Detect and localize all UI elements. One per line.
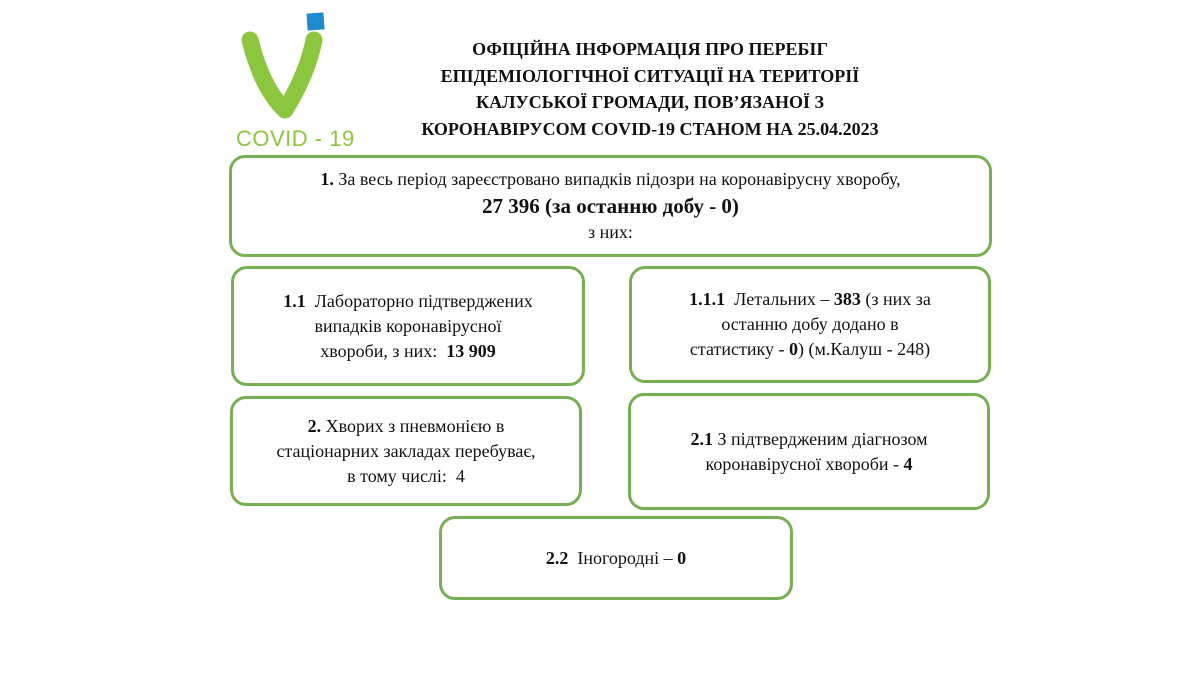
card-lab-confirmed	[231, 266, 585, 386]
card-1-1-1-text-b: (з них за	[860, 289, 931, 309]
virus-v-logo-icon	[228, 10, 358, 130]
title-line-2: ЕПІДЕМІОЛОГІЧНОЇ СИТУАЦІЇ НА ТЕРИТОРІЇ	[440, 65, 860, 86]
card-1-1-line-1	[283, 289, 533, 314]
card-1-1-1-value: 383	[833, 289, 861, 309]
card-2-number: 2.	[307, 415, 322, 436]
card-1-1-value: 13 909	[446, 340, 496, 361]
title-line-1: ОФІЦІЙНА ІНФОРМАЦІЯ ПРО ПЕРЕБІГ	[472, 39, 828, 59]
card-confirmed-diagnosis	[628, 393, 990, 510]
card-2-line-3: в тому числі: 4	[347, 465, 465, 486]
card-1-1-line-3-text: хвороби, з них:	[320, 340, 447, 361]
card-1-1-1-line-2: останню добу додано в	[721, 314, 899, 334]
page-title	[350, 36, 950, 142]
card-2-line-1	[308, 414, 505, 439]
logo-caption: COVID - 19	[236, 126, 355, 151]
card-2-2-line	[546, 546, 686, 571]
card-1-1-1-line-1	[689, 287, 931, 312]
card-1-total: 27 396 (за останню добу - 0)	[482, 194, 739, 218]
card-1-1-1-line-3-value: 0	[788, 339, 798, 359]
card-nonresident	[439, 516, 793, 600]
card-2-2-value: 0	[677, 547, 687, 568]
covid-logo	[228, 10, 358, 150]
card-2-1-value: 4	[903, 453, 913, 474]
logo-blue-square	[306, 12, 324, 30]
card-1-1-line-3	[320, 339, 496, 364]
logo-v-shape	[250, 40, 314, 110]
card-1-1-1-number: 1.1.1	[689, 289, 726, 309]
card-total-suspected	[229, 155, 992, 257]
card-1-1-1-line-3	[690, 337, 930, 362]
card-1-1-1-line-3-a: статистику -	[689, 339, 789, 359]
card-1-description: За весь період зареєстровано випадків підозри на коронавірусну хворобу,	[333, 169, 901, 189]
card-1-text	[320, 167, 900, 192]
card-1-1-1-line-3-b: ) (м.Калуш - 248)	[797, 339, 931, 359]
card-2-line-2: стаціонарних закладах перебуває,	[276, 440, 536, 461]
title-line-3: КАЛУСЬКОЇ ГРОМАДИ, ПОВ’ЯЗАНОЇ З	[476, 92, 824, 112]
title-line-4: КОРОНАВІРУСОМ COVID-19 СТАНОМ НА 25.04.2023	[421, 118, 879, 139]
card-2-2-number: 2.2	[545, 547, 569, 568]
card-2-1-line-1-text: З підтвердженим діагнозом	[712, 428, 928, 449]
card-fatal	[629, 266, 991, 383]
card-1-number: 1.	[320, 169, 334, 189]
card-2-1-line-2-text: коронавірусної хвороби -	[705, 453, 904, 474]
card-1-1-1-text-a: Летальних –	[725, 289, 834, 309]
card-2-line-1-text: Хворих з пневмонією в	[321, 415, 505, 436]
card-2-1-line-1	[690, 427, 927, 452]
card-1-1-number: 1.1	[283, 290, 306, 311]
card-2-1-number: 2.1	[690, 428, 713, 449]
card-pneumonia	[230, 396, 582, 506]
card-2-2-text: Іногородні –	[568, 547, 678, 568]
card-1-1-line-2: випадків коронавірусної	[314, 315, 502, 336]
card-1-tail: з них:	[588, 222, 633, 242]
card-1-1-line-1-text: Лабораторно підтверджених	[305, 290, 533, 311]
card-2-1-line-2	[706, 452, 913, 477]
